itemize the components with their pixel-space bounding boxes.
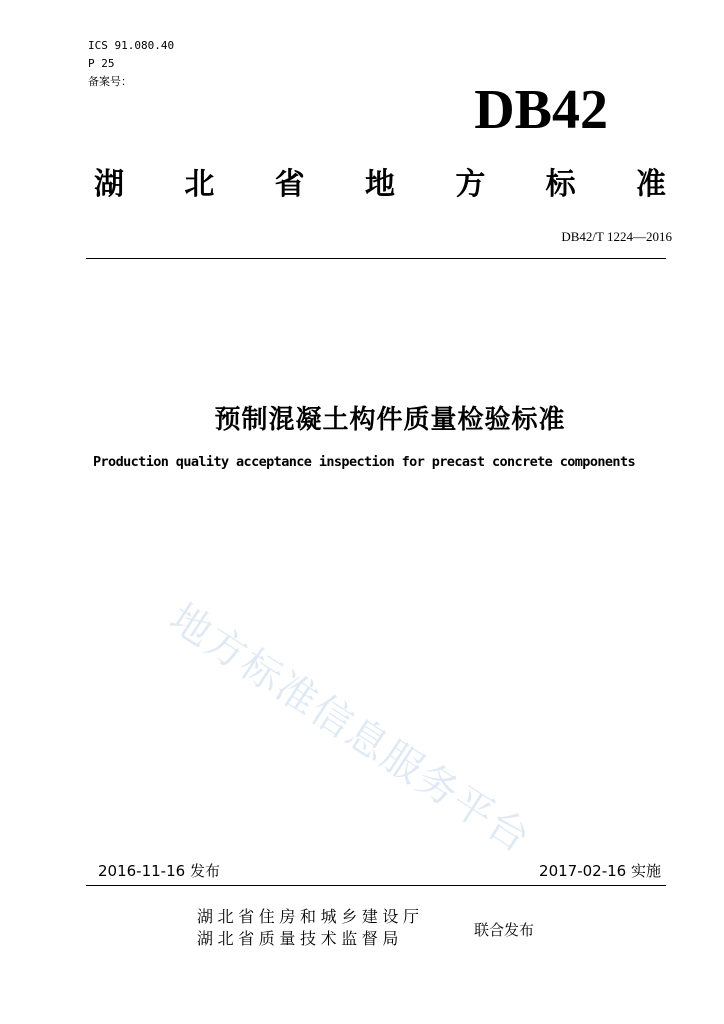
document-title-cn: 预制混凝土构件质量检验标准 (214, 405, 566, 435)
standard-type-char: 准 (635, 167, 666, 202)
ics-code: ICS 91.080.40 (88, 39, 175, 52)
standard-type-char: 方 (455, 167, 486, 202)
classification-code: P 25 (88, 57, 115, 70)
joint-issue-label: 联合发布 (474, 921, 535, 939)
standard-number: DB42/T 1224—2016 (561, 229, 672, 244)
record-number-label: 备案号： (88, 75, 132, 88)
issuer-housing-dept: 湖北省住房和城乡建设厅 (197, 907, 424, 926)
issue-date: 2016-11-16 发布 (98, 862, 220, 880)
standard-type-title (94, 165, 666, 205)
issuer-quality-bureau: 湖北省质量技术监督局 (197, 929, 404, 948)
standard-type-char: 省 (274, 167, 305, 202)
standard-type-char: 北 (184, 167, 215, 202)
document-title-en: Production quality acceptance inspection for precast concrete components (93, 454, 635, 470)
db-code: DB42 (474, 79, 608, 141)
implementation-date: 2017-02-16 实施 (539, 862, 661, 880)
watermark: 地方标准信息服务平台 (161, 595, 539, 863)
standard-type-char: 标 (545, 167, 576, 202)
standard-type-char: 地 (364, 167, 395, 202)
standard-type-char: 湖 (94, 167, 124, 202)
header-divider (86, 258, 666, 259)
footer-divider (86, 885, 666, 886)
